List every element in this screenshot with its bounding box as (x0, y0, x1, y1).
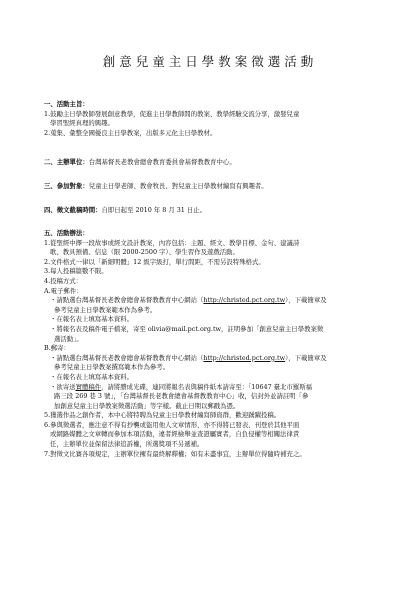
paragraph-text: ・請點選台灣基督長老教會總會基督教教育中心網站（ (50, 296, 204, 305)
paragraph-line: 4.投稿方式： (44, 276, 83, 285)
paragraph-line: 路三段 269 巷 3 號」，「台灣基督長老教會總會基督教教育中心」收，信封外並請註明「參 (54, 392, 309, 401)
paragraph-line: ・在報名表上填寫基本資料。 (50, 372, 134, 381)
paragraph-line: 學習聖經真理的興趣。 (50, 119, 114, 128)
section-organizer (44, 158, 384, 168)
paragraph-line: 選活動」。 (54, 334, 83, 343)
paragraph-line: 加創意兒童主日學教案徵選活動」等字樣。截止日期以郵戳為憑。 (54, 401, 240, 410)
underlined-text: 實體稿件 (75, 382, 102, 391)
paragraph-line: 3.每人投稿篇數不限。 (44, 267, 108, 276)
section-heading: 四、徵文截稿時間： (44, 206, 102, 214)
paragraph-line: 5.獲選作品之創作者，本中心將特聘為兒童主日學教材編寫師資群，歡迎踴躍投稿。 (44, 411, 281, 420)
website-link[interactable]: http://christed.pct.org.tw (203, 296, 286, 305)
section-deadline (44, 206, 384, 216)
paragraph-line: 2.蒐集、彙整全國優良主日學教案，出版多元化主日學教材。 (44, 128, 217, 137)
sub-heading-mail: B.郵寄： (44, 344, 70, 353)
paragraph-text: ），下載簡章及 (285, 296, 327, 305)
sub-heading-email: A.電子郵件： (44, 286, 83, 295)
section-heading: 三、參加對象： (44, 182, 89, 190)
paragraph-line: ・在報名表上填寫基本資料。 (50, 315, 134, 324)
paragraph-text: ，請將謄成光碟，連同將報名表與稿件紙本請寄至：「10647 臺北市羅斯福 (101, 382, 313, 391)
section-eligibility (44, 182, 384, 192)
paragraph-line: 1.從聖經中擇一段故事或經文設計教案，內容包括：主題、經文、教學目標、金句、建議詩 (44, 238, 300, 247)
paragraph-line: 歌、教具預備、信息（限 2000-2500 字）、學生習作及遊戲活動。 (50, 248, 239, 257)
section-text: 自即日起至 2010 年 8 月 31 日止。 (101, 206, 207, 214)
website-link[interactable]: http://christed.pct.org.tw (203, 353, 286, 362)
paragraph-line: 任，主辦單位並保留法律追訴權，所選獎項不另遞補。 (50, 440, 204, 449)
paragraph-line: 6.參與徵選者，應注意不得有抄襲或盜用他人文章情形，亦不得將已發表、刊登於其他平面 (44, 420, 300, 429)
paragraph-line: ・將報名表及稿件電子檔案，寄至 olivia@mail.pct.org.tw，註明參加「創意兒童主日學教案徵 (50, 324, 324, 333)
paragraph-line: 1.鼓勵主日學教師發展創意教學，促進主日學教師間的教案、教學經驗交流分享，激發兒童 (44, 109, 300, 118)
section-purpose (44, 100, 384, 138)
paragraph-line: 2.文件格式一律以「新細明體」12 級字級打，單行間距，不需另設特殊格式。 (44, 257, 265, 266)
section-heading: 一、活動主旨： (44, 100, 89, 108)
paragraph-text: ），下載簡章及 (285, 353, 327, 362)
section-heading: 二、主辦單位： (44, 158, 89, 166)
section-rules (44, 229, 384, 459)
paragraph-text: ・請點選台灣基督長老教會總會基督教教育中心網站（ (50, 353, 204, 362)
section-text: 台灣基督長老教會總會教育委員會基督教教育中心。 (88, 158, 236, 166)
section-text: 兒童主日學老師、教會牧長、對兒童主日學教材編寫有興趣者。 (88, 182, 268, 190)
page-title: 創意兒童主日學教案徵選活動 (102, 54, 318, 69)
paragraph-line: 參考兒童主日學教案撰寫範本作為參考。 (54, 363, 170, 372)
paragraph-line: 或網路媒體之文章轉而參加本項活動，違者經檢舉並查證屬實者，自負侵權等相關法律責 (50, 430, 300, 439)
paragraph-line: 7.對徵文比賽各項規定，主辦單位擁有最終解釋權；如有未盡事宜，主辦單位得隨時補充之。 (44, 449, 306, 458)
paragraph-line: 參考兒童主日學教案範本作為參考。 (54, 305, 157, 314)
paragraph-text: ・欲寄送 (50, 382, 76, 391)
section-heading: 五、活動辦法： (44, 229, 89, 237)
